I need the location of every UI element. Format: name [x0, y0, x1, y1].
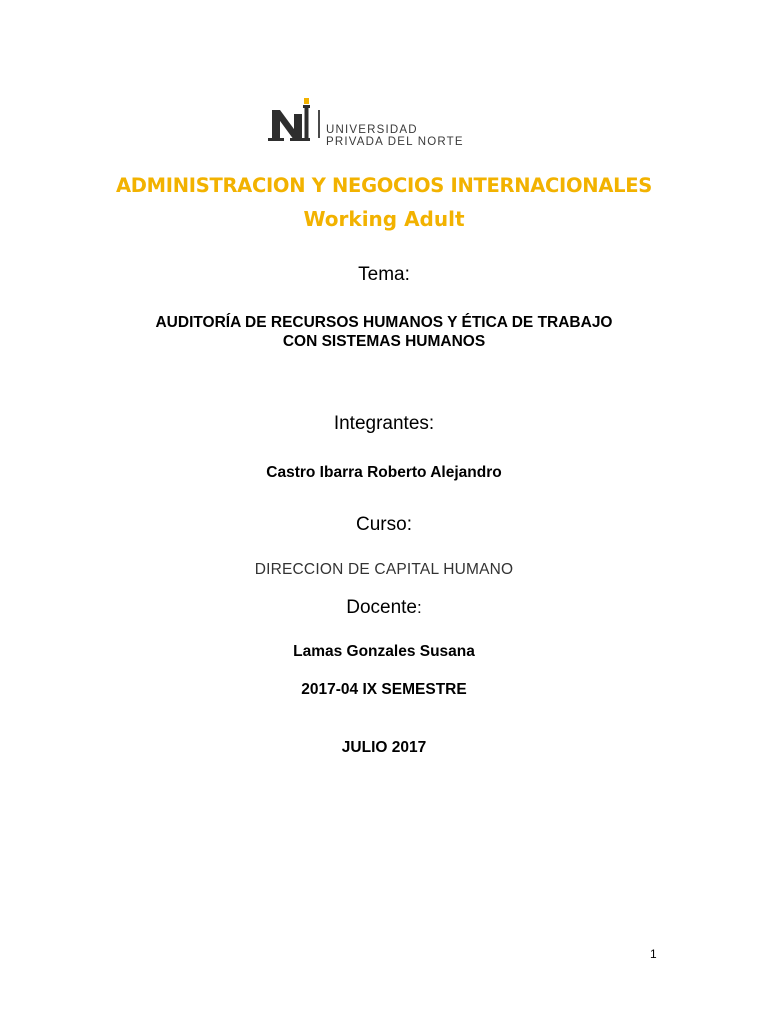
course-name: DIRECCION DE CAPITAL HUMANO: [254, 561, 514, 578]
tema-line-2: CON SISTEMAS HUMANOS: [282, 333, 486, 350]
curso-label: Curso:: [356, 514, 412, 535]
integrantes-label: Integrantes:: [333, 413, 435, 434]
docente-label-colon: :: [417, 598, 422, 617]
semester: 2017-04 IX SEMESTRE: [301, 681, 467, 698]
program-subtitle: Working Adult: [303, 207, 465, 231]
tema-line-1: AUDITORÍA DE RECURSOS HUMANOS Y ÉTICA DE TRABAJO: [155, 314, 613, 331]
page-number: 1: [650, 947, 657, 961]
logo-divider: [318, 110, 320, 138]
university-n-logo-icon: [268, 98, 316, 148]
docente-label-text: Docente: [346, 597, 418, 618]
date: JULIO 2017: [341, 739, 427, 756]
member-name: Castro Ibarra Roberto Alejandro: [266, 464, 502, 481]
tema-label: Tema:: [358, 264, 410, 285]
docente-label: [0, 597, 768, 619]
program-title: ADMINISTRACION Y NEGOCIOS INTERNACIONALES: [116, 174, 652, 197]
logo-text-university: UNIVERSIDAD: [326, 124, 418, 136]
docente-name: Lamas Gonzales Susana: [293, 643, 475, 660]
logo-text-private-north: PRIVADA DEL NORTE: [326, 136, 464, 148]
